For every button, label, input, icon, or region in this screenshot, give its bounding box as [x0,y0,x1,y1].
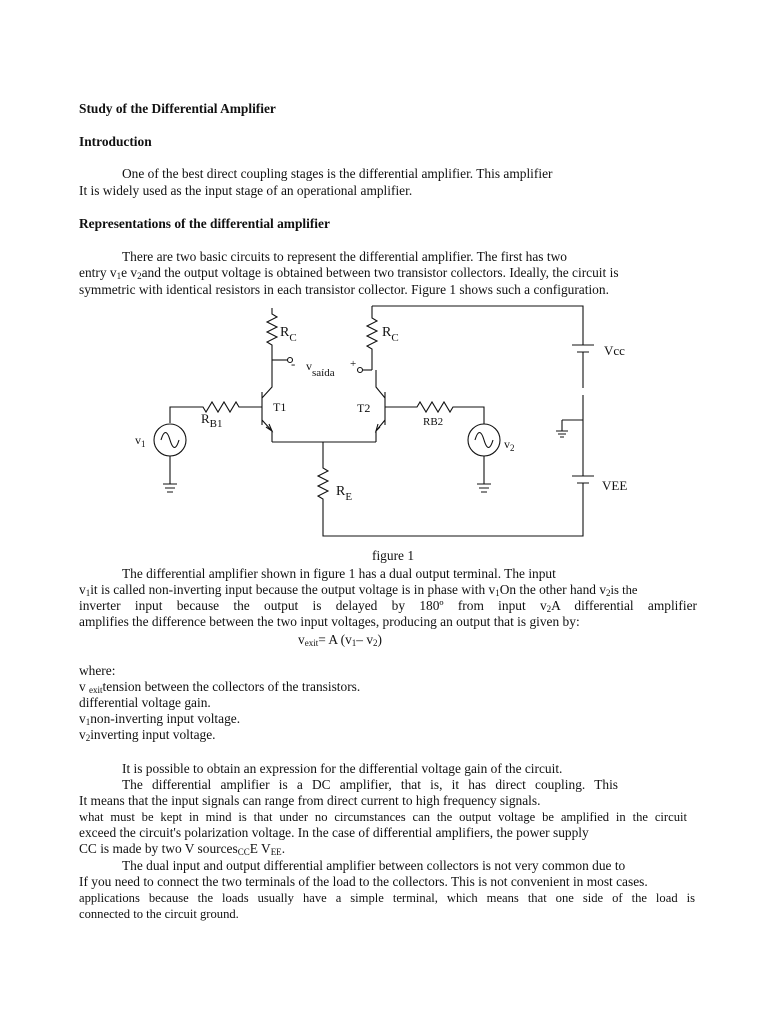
para2-line-2: $v_1it$ is called non-inverting input because the output voltage is in phase with $v_1On$ the other hand $v_2is$ the [79,582,638,598]
para2-line-4: amplifies the difference between the two input voltages, producing an output that is given by: [79,614,580,629]
vcc-label: Vcc [604,343,625,358]
para4-line-2: If you need to connect the two terminals of the load to the collectors. This is not convenient in most cases. [79,874,648,889]
intro-line-2: It is widely used as the input stage of an operational amplifier. [79,183,413,198]
para4-line-4: connected to the circuit ground. [79,907,239,921]
para2-line-3: inverter input because the output is delayed by 180º from input $v_2A$ differential amplifier [79,598,697,614]
minus-sign: - [291,356,296,371]
para4-line-1: The dual input and output differential amplifier between collectors is not very common due to [122,858,626,873]
para3-line-5: exceed the circuit's polarization voltage. In the case of differential amplifiers, the power supply [79,825,589,840]
representations-heading: Representations of the differential amplifier [79,216,330,231]
vsaida-label: vsaída [306,359,335,379]
para3-line-4: what must be kept in mind is that under no circumstances can the output voltage be amplified in the circuit [79,810,687,824]
para3-line-6: CC is made by two V sources$_{CC}$E $V_{EE}$. [79,841,286,857]
repr-line-3: symmetric with identical resistors in each transistor collector. Figure 1 shows such a configuration. [79,282,609,297]
para3-line-2: The differential amplifier is a DC amplifier, that is, it has direct coupling. This [122,777,618,792]
figure-caption: figure 1 [372,548,415,563]
rb2-label: RB2 [423,416,444,428]
plus-sign: + [350,358,357,370]
t2-label: T2 [357,401,371,415]
re-label: $R_E$ [336,484,353,503]
repr-line-1: There are two basic circuits to represent the differential amplifier. The first has two [122,249,567,264]
definition-vexit: v $_{exit}$tension between the collectors of the transistors. [79,679,361,695]
v2-label: $v_2$ [504,437,515,453]
t1-label: T1 [273,400,287,414]
where-label: where: [79,663,116,678]
para2-line-1: The differential amplifier shown in figure 1 has a dual output terminal. The input [122,566,556,581]
para3-line-1: It is possible to obtain an expression for the differential voltage gain of the circuit. [122,761,563,776]
rc-left-label: $R_C$ [280,325,297,344]
intro-heading: Introduction [79,134,152,149]
repr-line-2: entry $v_1e$ $v_2and$ the output voltage is obtained between two transistor collectors. Ideally, the circuit is [79,265,619,281]
definition-v2: $v_2inverting$ input voltage. [79,727,216,743]
definition-gain: differential voltage gain. [79,695,211,710]
para4-line-3: applications because the loads usually have a simple terminal, which means that one side of the load is [79,891,695,905]
para3-line-3: It means that the input signals can range from direct current to high frequency signals. [79,793,541,808]
rb1-label: $R_{B1}$ [201,411,223,430]
intro-line-1: One of the best direct coupling stages is the differential amplifier. This amplifier [122,166,553,181]
rc-right-label: $R_C$ [382,325,399,344]
output-voltage-formula: $v_{exit}= A$ ($v_1-$ $v_2$) [298,632,383,648]
document-title: Study of the Differential Amplifier [79,101,276,116]
v1-label: $v_1$ [135,433,146,449]
definition-v1: $v_1non$-inverting input voltage. [79,711,241,727]
vee-label: VEE [602,478,628,493]
